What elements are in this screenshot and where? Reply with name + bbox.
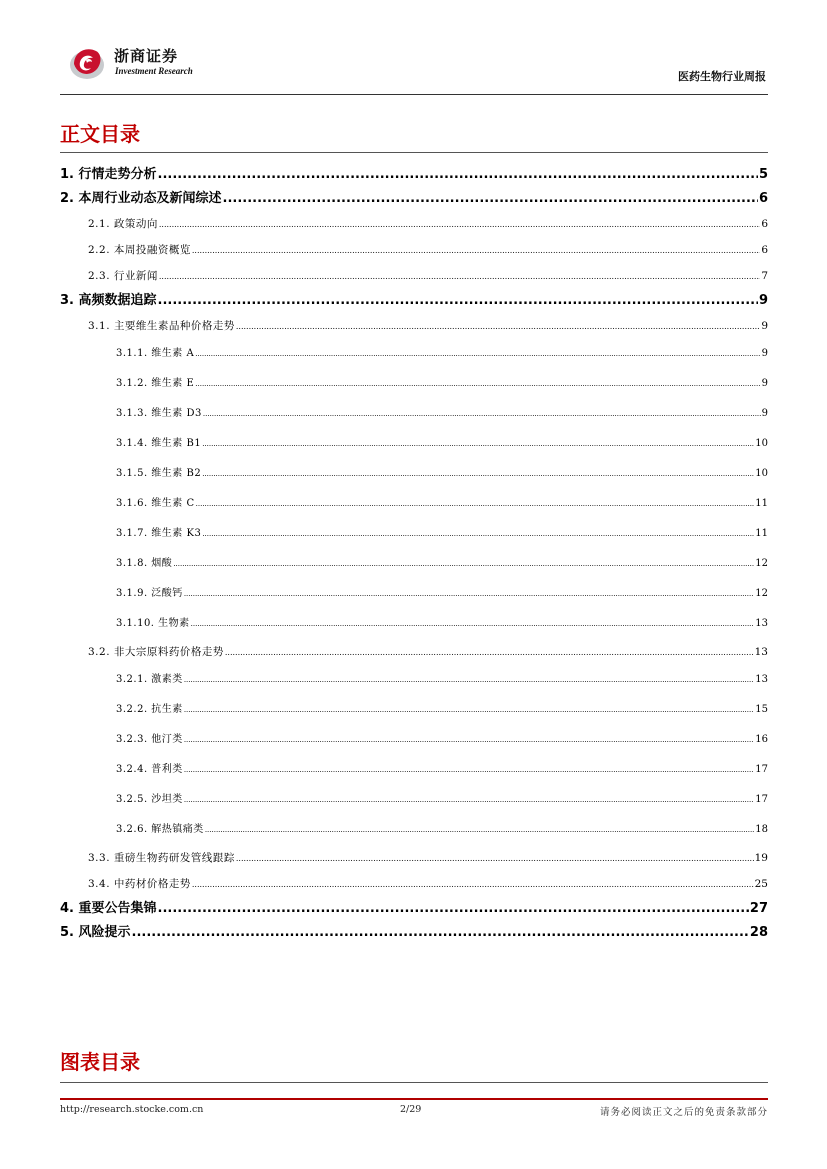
toc-entry[interactable]	[60, 755, 768, 785]
toc-leader-dots	[184, 785, 754, 815]
footer-url: http://research.stocke.com.cn	[60, 1104, 204, 1115]
toc-entry-page: 9	[761, 348, 768, 359]
toc-entry-label: 2.2. 本周投融资概览	[88, 244, 191, 256]
toc-leader-dots	[184, 725, 754, 755]
toc-entry-label: 3.1.2. 维生素 E	[116, 378, 195, 389]
toc-entry-label: 2.3. 行业新闻	[88, 270, 158, 282]
toc-entry-label: 3.3. 重磅生物药研发管线跟踪	[88, 852, 235, 864]
toc-leader-dots	[192, 238, 760, 264]
page-header	[60, 38, 768, 96]
toc-entry-page: 19	[754, 852, 768, 864]
toc-entry-page: 9	[761, 378, 768, 389]
toc-leader-dots	[158, 163, 758, 187]
toc-entry-page: 13	[755, 618, 768, 629]
toc-leader-dots	[195, 339, 760, 369]
toc-entry[interactable]	[60, 785, 768, 815]
toc-entry-label: 3.1.10. 生物素	[116, 618, 190, 629]
toc-entry-page: 5	[758, 167, 768, 182]
toc-entry[interactable]	[60, 579, 768, 609]
toc-leader-dots	[184, 579, 754, 609]
figures-title: 图表目录	[60, 1050, 140, 1074]
toc-leader-dots	[159, 264, 760, 290]
toc-entry[interactable]	[60, 695, 768, 725]
toc-entry-label: 3.1.5. 维生素 B2	[116, 468, 202, 479]
toc-entry-label: 3.2.4. 普利类	[116, 764, 183, 775]
header-divider	[60, 94, 768, 95]
toc-entry[interactable]	[60, 725, 768, 755]
toc-entry-page: 9	[761, 408, 768, 419]
toc-leader-dots	[158, 897, 749, 921]
toc-entry[interactable]	[60, 369, 768, 399]
toc-entry[interactable]	[60, 519, 768, 549]
toc-title-divider	[60, 152, 768, 153]
toc-leader-dots	[223, 187, 758, 211]
toc-entry-page: 9	[761, 320, 768, 332]
toc-entry-page: 16	[755, 734, 768, 745]
toc-entry-page: 27	[749, 901, 768, 916]
footer-divider	[60, 1098, 768, 1100]
toc-entry-label: 3.1.9. 泛酸钙	[116, 588, 183, 599]
toc-entry-label: 3.2.5. 沙坦类	[116, 794, 183, 805]
toc-entry-page: 12	[755, 588, 768, 599]
toc-entry[interactable]	[60, 289, 768, 313]
toc-entry-label: 2. 本周行业动态及新闻综述	[60, 191, 222, 206]
toc-entry-page: 17	[755, 764, 768, 775]
toc-entry-label: 3.1.8. 烟酸	[116, 558, 173, 569]
toc-entry-page: 13	[754, 646, 768, 658]
toc-entry-page: 7	[761, 270, 768, 282]
toc-leader-dots	[158, 289, 758, 313]
toc-entry-page: 12	[755, 558, 768, 569]
toc-entry-label: 3.2.3. 他汀类	[116, 734, 183, 745]
brand-name-cn: 浙商证券	[114, 47, 179, 65]
toc-leader-dots	[202, 519, 754, 549]
toc-entry[interactable]	[60, 399, 768, 429]
toc-leader-dots	[236, 846, 754, 872]
toc-entry[interactable]	[60, 897, 768, 921]
toc-entry[interactable]	[60, 339, 768, 369]
report-type: 医药生物行业周报	[678, 70, 766, 83]
toc-leader-dots	[184, 695, 754, 725]
toc-entry-page: 10	[755, 468, 768, 479]
toc-entry-label: 3.1.6. 维生素 C	[116, 498, 195, 509]
toc-entry-page: 18	[755, 824, 768, 835]
toc-entry[interactable]	[60, 639, 768, 665]
toc-entry-page: 6	[761, 244, 768, 256]
footer-page-number: 2/29	[400, 1104, 422, 1115]
toc-entry-label: 3. 高频数据追踪	[60, 293, 157, 308]
toc-entry[interactable]	[60, 163, 768, 187]
toc-entry-page: 15	[755, 704, 768, 715]
toc-entry-label: 3.1.1. 维生素 A	[116, 348, 195, 359]
toc-leader-dots	[195, 369, 760, 399]
toc-entry[interactable]	[60, 815, 768, 845]
toc-title: 正文目录	[60, 122, 140, 146]
zheshang-logo-icon	[66, 42, 106, 82]
toc-entry-page: 10	[755, 438, 768, 449]
toc-entry-label: 1. 行情走势分析	[60, 167, 157, 182]
toc-leader-dots	[132, 921, 749, 945]
toc-leader-dots	[159, 212, 760, 238]
toc-entry-label: 3.1.3. 维生素 D3	[116, 408, 202, 419]
toc-entry-page: 6	[758, 191, 768, 206]
toc-entry-label: 3.1.4. 维生素 B1	[116, 438, 202, 449]
toc-entry-label: 3.4. 中药材价格走势	[88, 878, 191, 890]
toc-entry[interactable]	[60, 263, 768, 289]
toc-leader-dots	[205, 815, 754, 845]
toc-entry-label: 3.1. 主要维生素品种价格走势	[88, 320, 235, 332]
toc-entry-page: 13	[755, 674, 768, 685]
toc-entry-page: 6	[761, 218, 768, 230]
figures-title-divider	[60, 1082, 768, 1083]
toc-leader-dots	[173, 549, 754, 579]
toc-entry[interactable]	[60, 313, 768, 339]
toc-entry[interactable]	[60, 187, 768, 211]
toc-entry-label: 5. 风险提示	[60, 925, 131, 940]
toc-entry[interactable]	[60, 609, 768, 639]
toc-entry[interactable]	[60, 665, 768, 695]
toc-entry-label: 3.2.6. 解热镇痛类	[116, 824, 204, 835]
toc-leader-dots	[191, 609, 755, 639]
toc-entry-page: 9	[758, 293, 768, 308]
toc-leader-dots	[184, 665, 754, 695]
footer-disclaimer: 请务必阅读正文之后的免责条款部分	[599, 1107, 768, 1118]
toc-leader-dots	[225, 640, 754, 666]
toc-entry[interactable]	[60, 237, 768, 263]
toc-leader-dots	[196, 489, 755, 519]
toc-entry-label: 3.2. 非大宗原料药价格走势	[88, 646, 224, 658]
toc-entry-page: 17	[755, 794, 768, 805]
toc-entry-page: 11	[755, 528, 768, 539]
toc-entry[interactable]	[60, 429, 768, 459]
toc-leader-dots	[202, 459, 754, 489]
table-of-contents	[60, 163, 768, 945]
toc-leader-dots	[184, 755, 754, 785]
toc-entry-label: 3.2.1. 激素类	[116, 674, 183, 685]
toc-entry-page: 28	[749, 925, 768, 940]
toc-leader-dots	[236, 314, 760, 340]
toc-leader-dots	[202, 429, 754, 459]
toc-leader-dots	[203, 399, 761, 429]
brand-name-en: Investment Research	[115, 66, 193, 76]
toc-entry-label: 3.1.7. 维生素 K3	[116, 528, 202, 539]
toc-entry-label: 2.1. 政策动向	[88, 218, 158, 230]
toc-entry[interactable]	[60, 845, 768, 871]
toc-entry[interactable]	[60, 489, 768, 519]
toc-entry[interactable]	[60, 871, 768, 897]
toc-leader-dots	[192, 872, 754, 898]
toc-entry-page: 25	[754, 878, 768, 890]
toc-entry[interactable]	[60, 549, 768, 579]
toc-entry[interactable]	[60, 921, 768, 945]
toc-entry[interactable]	[60, 211, 768, 237]
toc-entry-label: 4. 重要公告集锦	[60, 901, 157, 916]
toc-entry[interactable]	[60, 459, 768, 489]
toc-entry-page: 11	[755, 498, 768, 509]
toc-entry-label: 3.2.2. 抗生素	[116, 704, 183, 715]
